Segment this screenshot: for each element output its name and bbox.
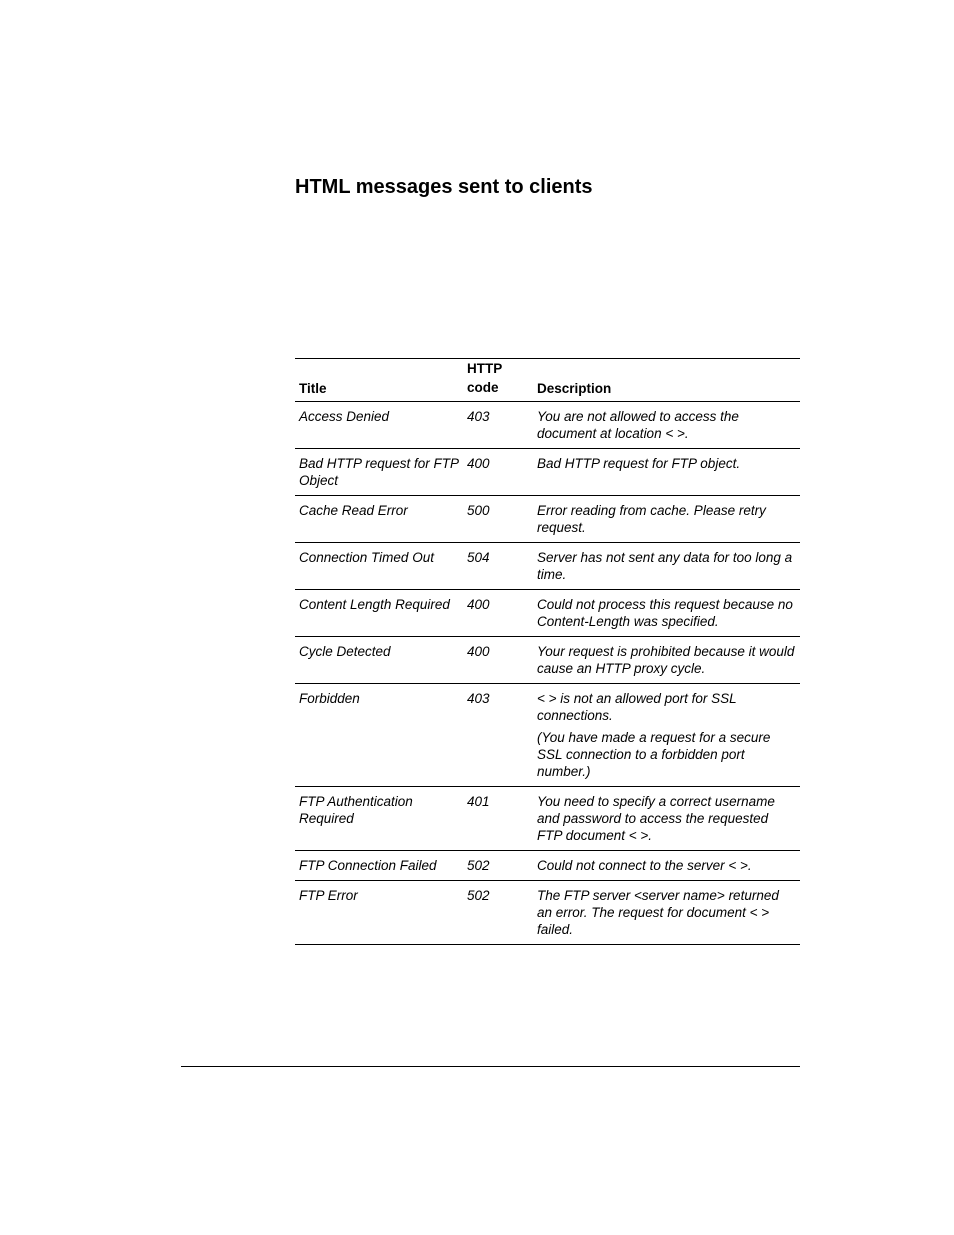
row-title: Bad HTTP request for FTP Object [299,456,459,488]
description-paragraph: Bad HTTP request for FTP object. [537,456,741,471]
row-code: 400 [467,644,490,659]
column-header-code [463,359,533,402]
column-header-title: Title [299,381,327,396]
table-row [295,684,800,787]
row-description [533,787,800,851]
description-paragraph: Server has not sent any data for too long a time. [537,550,793,582]
table-row [295,496,800,543]
description-paragraph: You are not allowed to access the document at location < >. [537,409,739,441]
footer-divider [181,1066,800,1067]
page-heading: HTML messages sent to clients [295,176,593,198]
table-row [295,787,800,851]
row-code: 500 [467,503,490,518]
row-title: Cycle Detected [299,644,391,659]
row-description [533,637,800,684]
description-paragraph: Could not process this request because no Content-Length was specified. [537,597,793,629]
table-row [295,851,800,881]
row-description [533,449,800,496]
row-title: Cache Read Error [299,503,408,518]
description-paragraph: Could not connect to the server < >. [537,858,752,873]
row-title: Content Length Required [299,597,450,612]
row-title: Connection Timed Out [299,550,434,565]
table-row [295,590,800,637]
row-description [533,851,800,881]
column-header-description: Description [537,381,612,396]
row-description [533,590,800,637]
row-description [533,684,800,787]
description-note: (You have made a request for a secure SSL connection to a forbidden port number.) [537,730,771,779]
row-code: 400 [467,597,490,612]
description-paragraph: You need to specify a correct username and password to access the requested FTP document < >. [537,794,775,843]
row-code: 403 [467,691,490,706]
messages-table [295,358,800,945]
row-description [533,881,800,945]
row-code: 502 [467,858,490,873]
table-row [295,637,800,684]
row-code: 403 [467,409,490,424]
row-code: 400 [467,456,490,471]
table-row [295,449,800,496]
row-code: 401 [467,794,490,809]
row-title: Access Denied [299,409,390,424]
row-description [533,543,800,590]
description-paragraph: < > is not an allowed port for SSL connections. [537,691,737,723]
table-row [295,543,800,590]
table-row [295,881,800,945]
row-description [533,402,800,449]
row-title: Forbidden [299,691,360,706]
table-header-row [295,359,800,402]
row-title: FTP Error [299,888,358,903]
column-header-code-line1: HTTP [467,361,503,376]
table-row [295,402,800,449]
row-description [533,496,800,543]
row-title: FTP Connection Failed [299,858,437,873]
column-header-code-line2: code [467,380,499,395]
row-code: 504 [467,550,490,565]
row-code: 502 [467,888,490,903]
description-paragraph: The FTP server <server name> returned an error. The request for document < > failed. [537,888,779,937]
description-paragraph: Your request is prohibited because it would cause an HTTP proxy cycle. [537,644,795,676]
description-paragraph: Error reading from cache. Please retry request. [537,503,766,535]
row-title: FTP Authentication Required [299,794,413,826]
